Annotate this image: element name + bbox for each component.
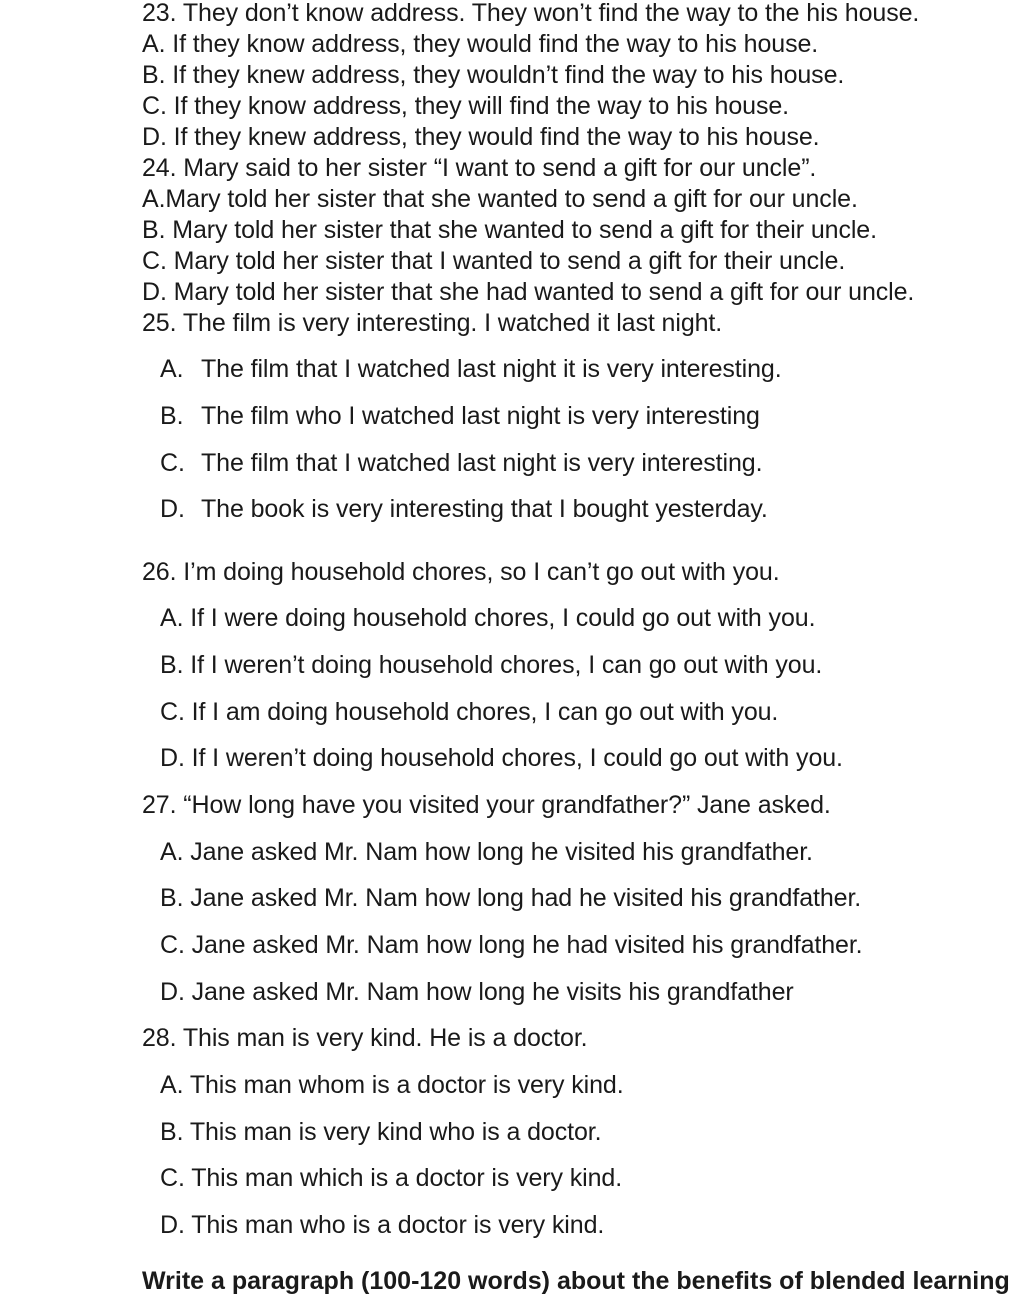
question-28-option-b: B. This man is very kind who is a doctor. [160, 1118, 602, 1146]
question-26-option-a: A. If I were doing household chores, I could go out with you. [160, 604, 816, 632]
question-23-option-d: D. If they knew address, they would find the way to his house. [142, 123, 820, 151]
question-24-option-d: D. Mary told her sister that she had wanted to send a gift for our uncle. [142, 278, 915, 306]
question-28-option-a: A. This man whom is a doctor is very kind. [160, 1071, 624, 1099]
question-27-option-a: A. Jane asked Mr. Nam how long he visited his grandfather. [160, 838, 813, 866]
question-23-option-a: A. If they know address, they would find the way to his house. [142, 30, 819, 58]
writing-task-heading-cutoff: Write a paragraph (100-120 words) about the benefits of blended learning [142, 1267, 1010, 1295]
option-text: The book is very interesting that I bought yesterday. [201, 495, 768, 523]
question-28-option-c: C. This man which is a doctor is very kind. [160, 1164, 623, 1192]
question-24-option-c: C. Mary told her sister that I wanted to send a gift for their uncle. [142, 247, 846, 275]
question-26-option-c: C. If I am doing household chores, I can go out with you. [160, 698, 779, 726]
question-25-option-c [160, 448, 762, 478]
question-26-stem: 26. I’m doing household chores, so I can’t go out with you. [142, 558, 780, 586]
question-27-stem: 27. “How long have you visited your grandfather?” Jane asked. [142, 791, 831, 819]
option-text: The film that I watched last night it is very interesting. [201, 355, 782, 383]
question-27-option-c: C. Jane asked Mr. Nam how long he had visited his grandfather. [160, 931, 863, 959]
question-24-option-b: B. Mary told her sister that she wanted to send a gift for their uncle. [142, 216, 877, 244]
option-letter: C. [160, 449, 185, 477]
option-letter: D. [160, 495, 185, 523]
option-letter: B. [160, 402, 184, 430]
question-25-option-d [160, 494, 768, 524]
question-27-option-d: D. Jane asked Mr. Nam how long he visits his grandfather [160, 978, 794, 1006]
question-28-option-d: D. This man who is a doctor is very kind. [160, 1211, 605, 1239]
question-26-option-b: B. If I weren’t doing household chores, I can go out with you. [160, 651, 823, 679]
question-24-stem: 24. Mary said to her sister “I want to send a gift for our uncle”. [142, 154, 817, 182]
question-25-stem: 25. The film is very interesting. I watched it last night. [142, 309, 723, 337]
question-25-option-a [160, 354, 782, 384]
question-27-option-b: B. Jane asked Mr. Nam how long had he visited his grandfather. [160, 884, 862, 912]
option-text: The film who I watched last night is very interesting [201, 402, 760, 430]
option-letter: A. [160, 355, 184, 383]
option-text: The film that I watched last night is very interesting. [201, 449, 763, 477]
question-23-stem: 23. They don’t know address. They won’t find the way to the his house. [142, 0, 920, 27]
question-26-option-d: D. If I weren’t doing household chores, I could go out with you. [160, 744, 843, 772]
question-25-option-b [160, 401, 760, 431]
question-28-stem: 28. This man is very kind. He is a doctor. [142, 1024, 588, 1052]
question-24-option-a: A.Mary told her sister that she wanted to send a gift for our uncle. [142, 185, 858, 213]
question-23-option-c: C. If they know address, they will find the way to his house. [142, 92, 790, 120]
question-23-option-b: B. If they knew address, they wouldn’t find the way to his house. [142, 61, 845, 89]
